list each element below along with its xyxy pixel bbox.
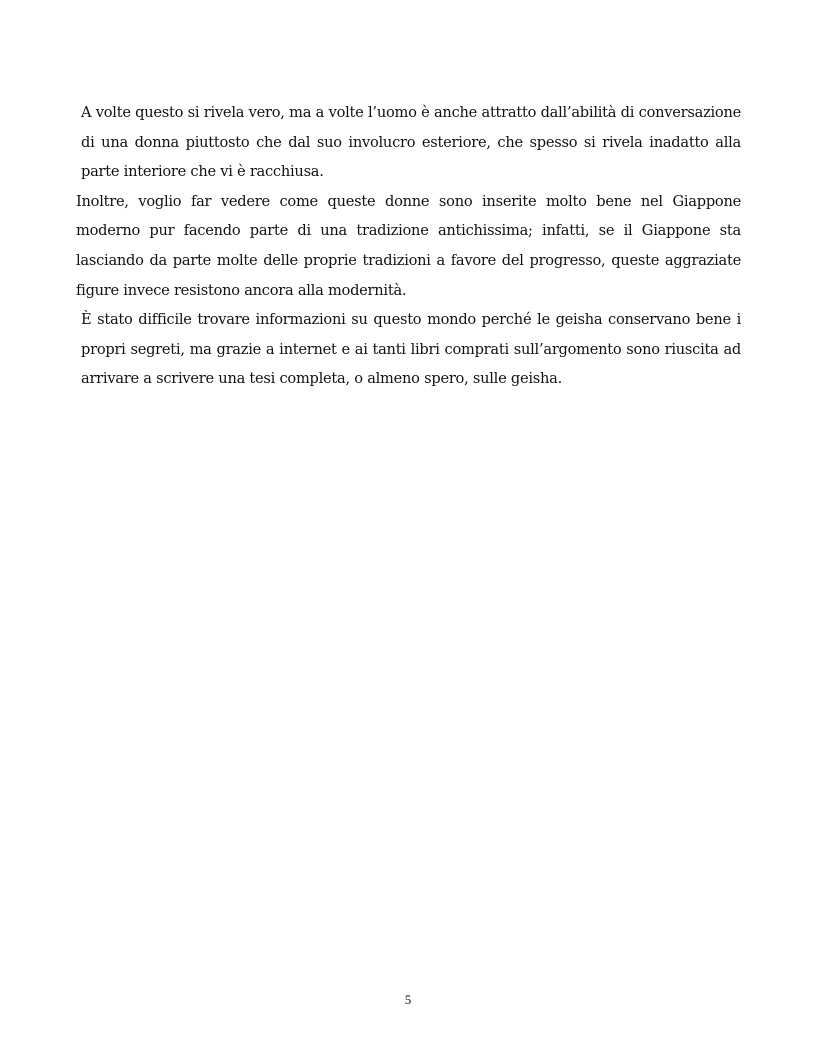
page-number: 5	[404, 992, 412, 1007]
body-text	[76, 98, 741, 394]
paragraph-3: È stato difficile trovare informazioni su questo mondo perché le geisha conservano bene i propri segreti, ma grazie a internet e ai tanti libri comprati sull’argomento sono riuscita ad arrivare a scrivere una tesi completa, o almeno spero, sulle geisha.	[81, 311, 741, 388]
paragraph-2: Inoltre, voglio far vedere come queste donne sono inserite molto bene nel Giappone moderno pur facendo parte di una tradizione antichissima; infatti, se il Giappone sta lasciando da parte molte delle proprie tradizioni a favore del progresso, queste aggraziate figure invece resistono ancora alla modernità.	[76, 192, 741, 299]
paragraph-1: A volte questo si rivela vero, ma a volte l’uomo è anche attratto dall’abilità di conversazione di una donna piuttosto che dal suo involucro esteriore, che spesso si rivela inadatto alla parte interiore che vi è racchiusa.	[81, 104, 741, 181]
